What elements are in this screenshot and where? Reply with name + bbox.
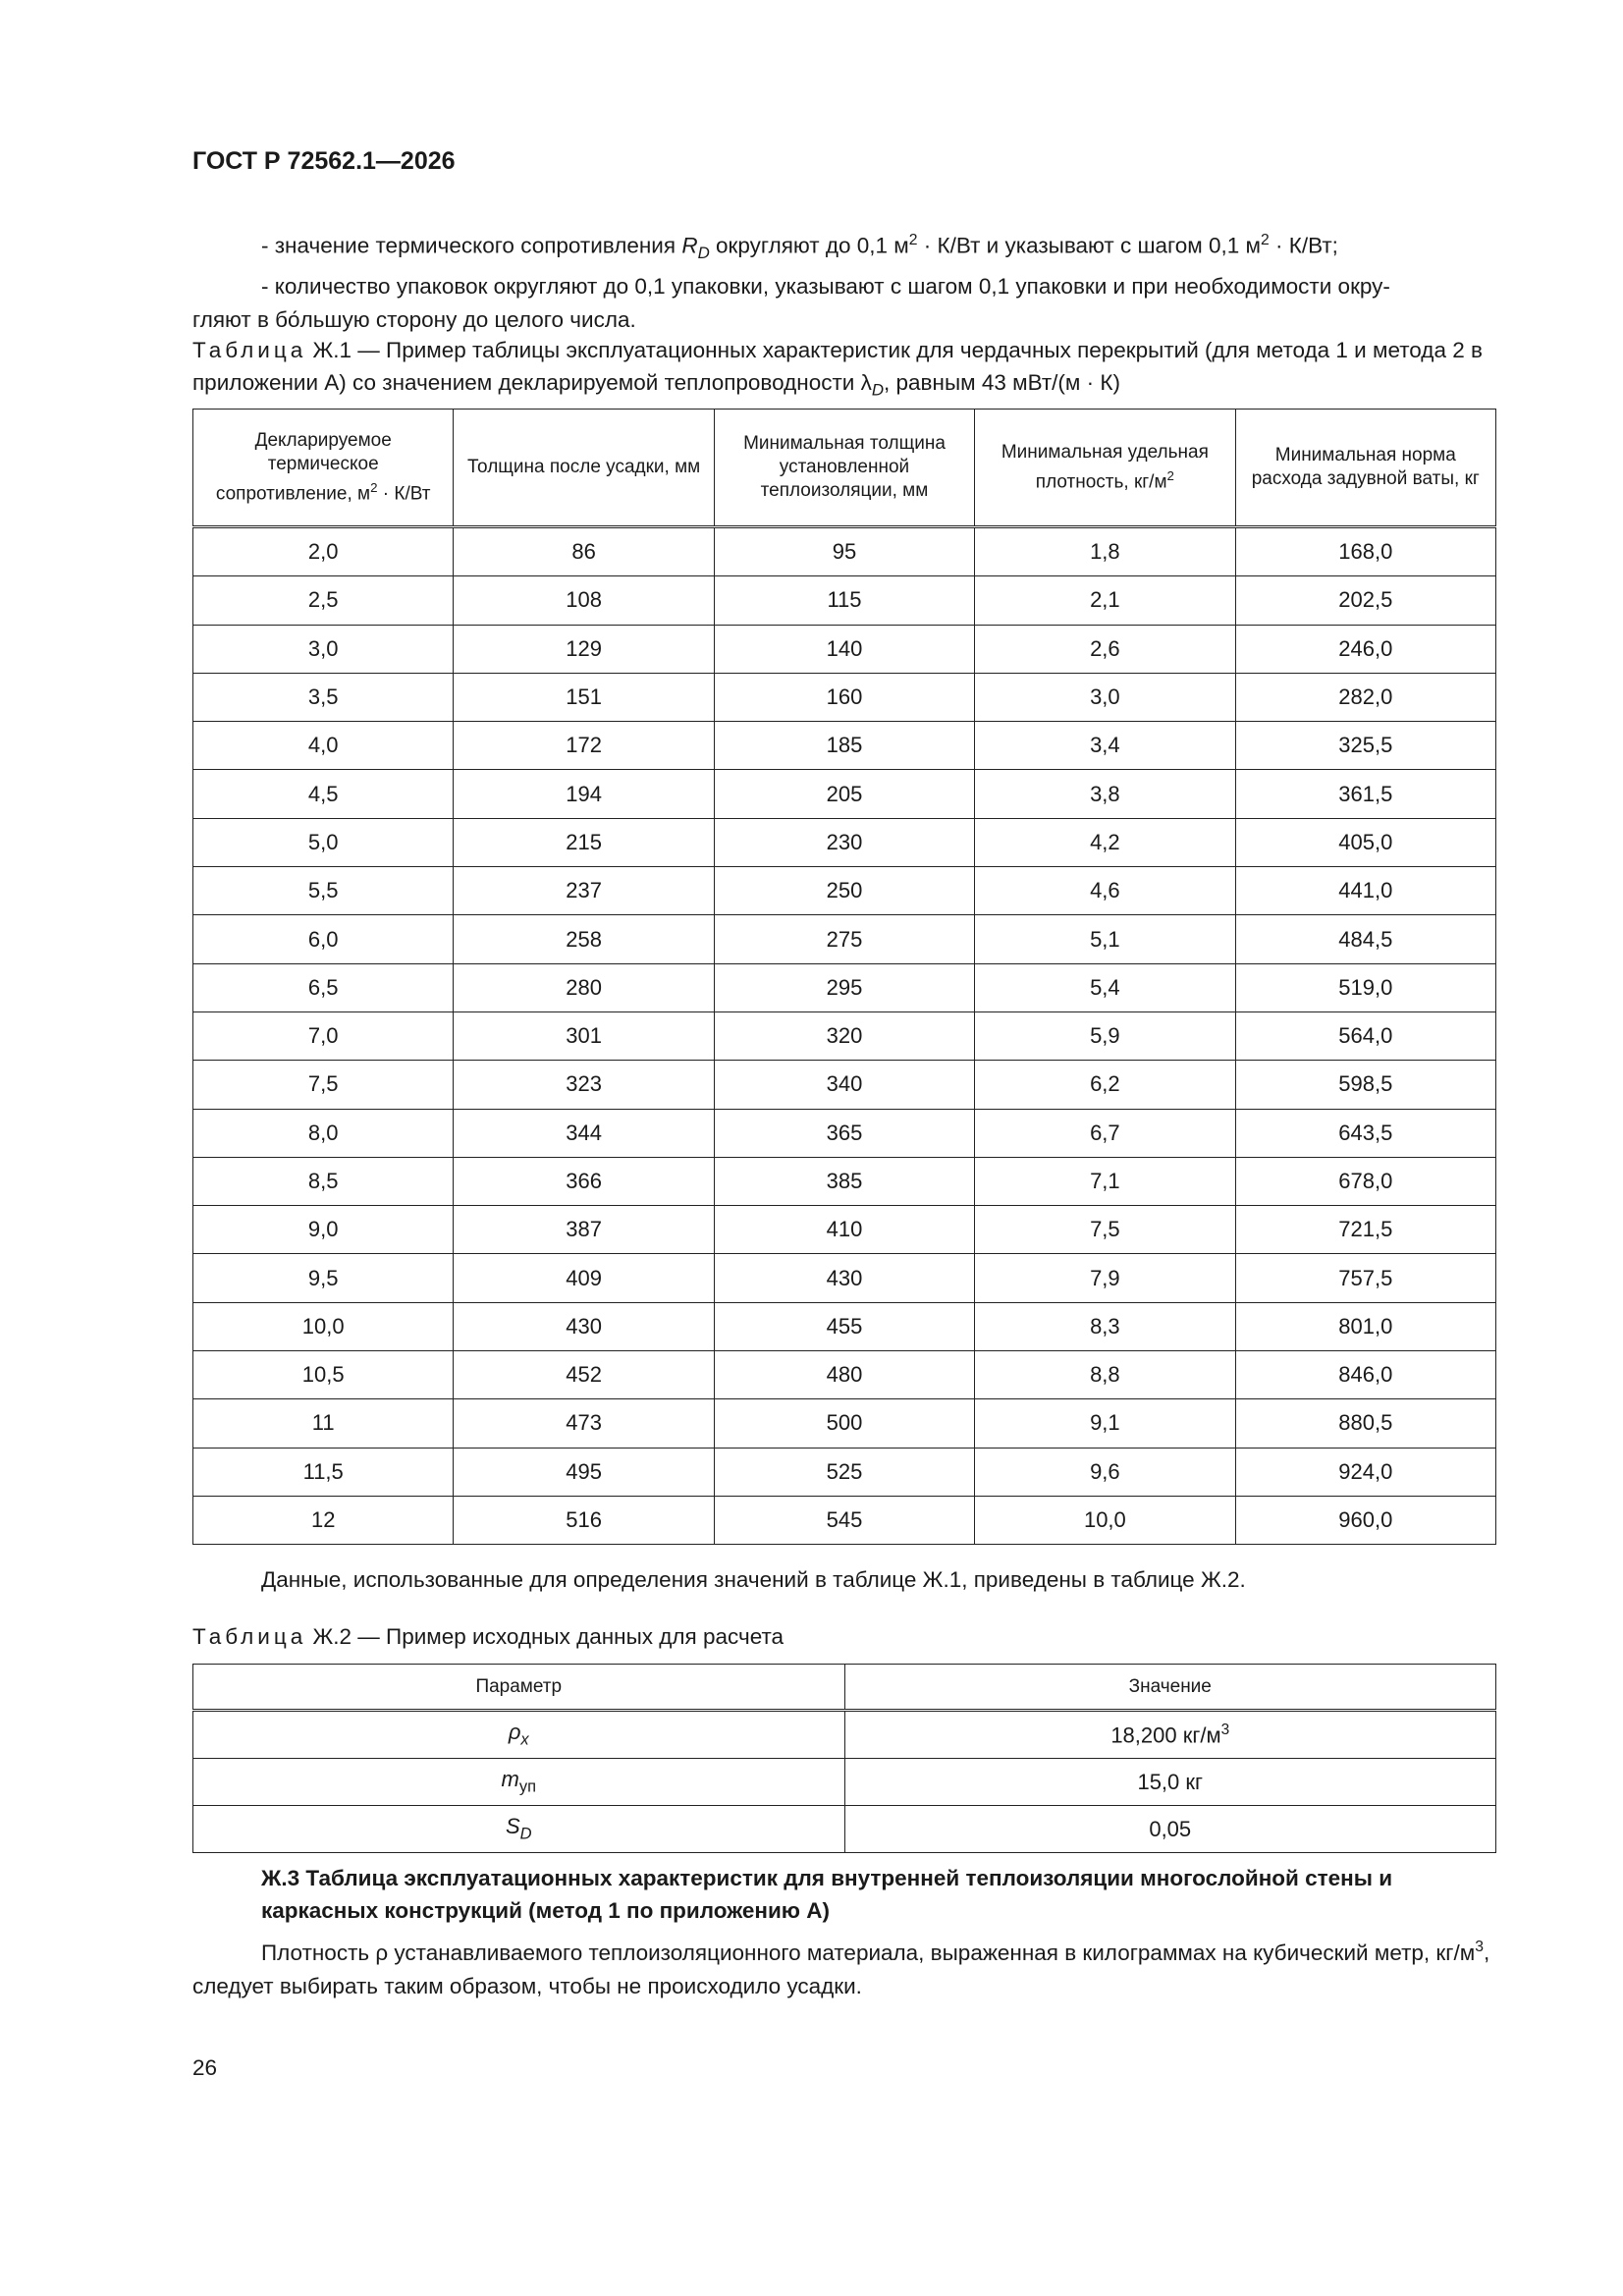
table1-cell: 325,5: [1235, 722, 1495, 770]
table1-cell: 4,5: [193, 770, 454, 818]
table1-header-cell: Декларируемое термическое сопротивление, $м^2 \cdot К/Вт$: [193, 410, 454, 527]
table1-cell: 500: [714, 1399, 974, 1448]
table1-cell: 7,5: [975, 1206, 1235, 1254]
table2-value: 0,05: [844, 1806, 1496, 1853]
table1-cell: 484,5: [1235, 915, 1495, 963]
table1-cell: 5,4: [975, 963, 1235, 1011]
table2-value: 18,200 $кг/м^3$: [844, 1711, 1496, 1759]
table2-row: [193, 1759, 1496, 1806]
table1-cell: 2,0: [193, 527, 454, 576]
table1-cell: 275: [714, 915, 974, 963]
table1-header-cell: Толщина после усадки, мм: [454, 410, 714, 527]
table1-row: [193, 867, 1496, 915]
table1-cell: 2,1: [975, 576, 1235, 625]
section-body: Плотность ρ устанавливаемого теплоизоляционного материала, выраженная в килограммах на кубический метр, $кг/м^3$, следует выбирать таким образом, чтобы не происходило усадки.: [192, 1939, 1490, 1998]
table1-cell: 643,5: [1235, 1109, 1495, 1157]
table1-cell: 10,5: [193, 1351, 454, 1399]
table1-row: [193, 963, 1496, 1011]
table1-header-row: [193, 410, 1496, 527]
table1-cell: 480: [714, 1351, 974, 1399]
table1-cell: 880,5: [1235, 1399, 1495, 1448]
table1-cell: 344: [454, 1109, 714, 1157]
table2-header-parameter: Параметр: [193, 1665, 845, 1711]
table2-parameter: $S_D$: [193, 1806, 845, 1853]
table1-cell: 525: [714, 1448, 974, 1496]
table1-cell: 430: [454, 1302, 714, 1350]
table1-cell: 108: [454, 576, 714, 625]
table1-cell: 757,5: [1235, 1254, 1495, 1302]
table1-cell: 3,5: [193, 673, 454, 721]
table1-row: [193, 1011, 1496, 1060]
table1-cell: 202,5: [1235, 576, 1495, 625]
table1-cell: 11,5: [193, 1448, 454, 1496]
table1-cell: 455: [714, 1302, 974, 1350]
table1-cell: 10,0: [975, 1496, 1235, 1544]
table1-row: [193, 1206, 1496, 1254]
table1-cell: 237: [454, 867, 714, 915]
table1: [192, 409, 1496, 1545]
table1-cell: 86: [454, 527, 714, 576]
table1-cell: 495: [454, 1448, 714, 1496]
table1-cell: 8,8: [975, 1351, 1235, 1399]
table1-cell: 516: [454, 1496, 714, 1544]
table1-cell: 430: [714, 1254, 974, 1302]
table1-cell: 4,0: [193, 722, 454, 770]
table2-parameter: $m_{уп}$: [193, 1759, 845, 1806]
table1-cell: 9,0: [193, 1206, 454, 1254]
table1-row: [193, 722, 1496, 770]
table1-cell: 441,0: [1235, 867, 1495, 915]
table1-row: [193, 1448, 1496, 1496]
table1-cell: 2,6: [975, 625, 1235, 673]
table2-caption: Таблица Ж.2 — Пример исходных данных для расчета: [192, 1624, 784, 1649]
table1-cell: 410: [714, 1206, 974, 1254]
table1-cell: 678,0: [1235, 1157, 1495, 1205]
table1-cell: 95: [714, 527, 974, 576]
table1-cell: 385: [714, 1157, 974, 1205]
table1-cell: 6,5: [193, 963, 454, 1011]
table1-cell: 185: [714, 722, 974, 770]
table2-row: [193, 1711, 1496, 1759]
table1-cell: 5,5: [193, 867, 454, 915]
table1-cell: 205: [714, 770, 974, 818]
table1-row: [193, 576, 1496, 625]
table1-cell: 7,0: [193, 1011, 454, 1060]
table1-cell: 323: [454, 1061, 714, 1109]
intro-line-2: - количество упаковок округляют до 0,1 упаковки, указывают с шагом 0,1 упаковки и при необходимости окру-: [261, 274, 1390, 299]
table1-cell: 6,0: [193, 915, 454, 963]
table1-cell: 361,5: [1235, 770, 1495, 818]
table1-cell: 12: [193, 1496, 454, 1544]
table1-cell: 5,1: [975, 915, 1235, 963]
table1-row: [193, 1109, 1496, 1157]
table1-cell: 250: [714, 867, 974, 915]
table1-row: [193, 1399, 1496, 1448]
table1-cell: 960,0: [1235, 1496, 1495, 1544]
table2-parameter: $\rho_x$: [193, 1711, 845, 1759]
table1-cell: 6,7: [975, 1109, 1235, 1157]
table1-row: [193, 527, 1496, 576]
table2-header-value: Значение: [844, 1665, 1496, 1711]
table1-cell: 9,6: [975, 1448, 1235, 1496]
table2-row: [193, 1806, 1496, 1853]
table1-cell: 366: [454, 1157, 714, 1205]
section-title: Ж.3 Таблица эксплуатационных характеристик для внутренней теплоизоляции многослойной стены и каркасных конструкций (метод 1 по приложению А): [261, 1866, 1393, 1923]
document-header: ГОСТ Р 72562.1—2026: [192, 147, 456, 175]
table2-header-row: [193, 1665, 1496, 1711]
table1-cell: 5,0: [193, 818, 454, 866]
table1-cell: 3,0: [975, 673, 1235, 721]
table1-cell: 9,5: [193, 1254, 454, 1302]
table1-cell: 115: [714, 576, 974, 625]
table1-cell: 405,0: [1235, 818, 1495, 866]
table1-cell: 10,0: [193, 1302, 454, 1350]
table1-cell: 230: [714, 818, 974, 866]
table1-cell: 519,0: [1235, 963, 1495, 1011]
table1-cell: 3,4: [975, 722, 1235, 770]
table1-row: [193, 818, 1496, 866]
table1-cell: 564,0: [1235, 1011, 1495, 1060]
table1-cell: 9,1: [975, 1399, 1235, 1448]
table1-cell: 7,5: [193, 1061, 454, 1109]
table1-cell: 8,3: [975, 1302, 1235, 1350]
table1-cell: 7,9: [975, 1254, 1235, 1302]
intro-paragraph: [192, 224, 1492, 337]
table1-cell: 452: [454, 1351, 714, 1399]
table1-row: [193, 1254, 1496, 1302]
table1-header-cell: Минимальная удельная плотность, $кг/м^2$: [975, 410, 1235, 527]
table1-cell: 246,0: [1235, 625, 1495, 673]
table1-cell: 258: [454, 915, 714, 963]
table1-cell: 924,0: [1235, 1448, 1495, 1496]
table2-value: 15,0 кг: [844, 1759, 1496, 1806]
table2: [192, 1664, 1496, 1853]
table1-cell: 409: [454, 1254, 714, 1302]
table1-row: [193, 625, 1496, 673]
table1-row: [193, 1061, 1496, 1109]
table1-header-cell: Минимальная толщина установленной теплоизоляции, мм: [714, 410, 974, 527]
table1-caption: Таблица Ж.1 — Пример таблицы эксплуатационных характеристик для чердачных перекрытий (для метода 1 и метода 2 в приложении А) со значением декларируемой теплопроводности $\lambda_D$, равным 43 мВт/(м · К): [192, 338, 1483, 400]
intro-line-1: - значение термического сопротивления $R_D$ округляют до 0,1 $м^2 \cdot К/Вт$ и указывают с шагом 0,1 $м^2 \cdot К/Вт$;: [261, 232, 1338, 262]
table1-cell: 194: [454, 770, 714, 818]
table1-cell: 340: [714, 1061, 974, 1109]
table1-cell: 598,5: [1235, 1061, 1495, 1109]
table1-header-cell: Минимальная норма расхода задувной ваты, кг: [1235, 410, 1495, 527]
table1-cell: 4,2: [975, 818, 1235, 866]
table1-cell: 168,0: [1235, 527, 1495, 576]
table1-cell: 801,0: [1235, 1302, 1495, 1350]
table1-cell: 8,5: [193, 1157, 454, 1205]
table1-cell: 721,5: [1235, 1206, 1495, 1254]
table1-cell: 1,8: [975, 527, 1235, 576]
table1-cell: 4,6: [975, 867, 1235, 915]
table1-cell: 160: [714, 673, 974, 721]
table1-cell: 6,2: [975, 1061, 1235, 1109]
table1-row: [193, 1351, 1496, 1399]
page-number: 26: [192, 2055, 218, 2080]
table1-cell: 172: [454, 722, 714, 770]
intro-line-3: гляют в бо́льшую сторону до целого числа.: [192, 307, 636, 332]
table1-cell: 3,8: [975, 770, 1235, 818]
table1-row: [193, 770, 1496, 818]
table1-row: [193, 1302, 1496, 1350]
table1-cell: 129: [454, 625, 714, 673]
table1-cell: 2,5: [193, 576, 454, 625]
table1-row: [193, 1157, 1496, 1205]
table1-cell: 320: [714, 1011, 974, 1060]
table1-row: [193, 673, 1496, 721]
table1-cell: 151: [454, 673, 714, 721]
table1-cell: 3,0: [193, 625, 454, 673]
table1-cell: 280: [454, 963, 714, 1011]
table1-cell: 11: [193, 1399, 454, 1448]
table1-cell: 545: [714, 1496, 974, 1544]
table-note: Данные, использованные для определения значений в таблице Ж.1, приведены в таблице Ж.2.: [261, 1567, 1246, 1592]
table1-cell: 387: [454, 1206, 714, 1254]
table1-cell: 473: [454, 1399, 714, 1448]
table1-cell: 282,0: [1235, 673, 1495, 721]
table1-cell: 140: [714, 625, 974, 673]
table1-cell: 8,0: [193, 1109, 454, 1157]
table1-cell: 365: [714, 1109, 974, 1157]
table1-cell: 5,9: [975, 1011, 1235, 1060]
table1-row: [193, 1496, 1496, 1544]
table1-cell: 7,1: [975, 1157, 1235, 1205]
table1-cell: 301: [454, 1011, 714, 1060]
table1-cell: 295: [714, 963, 974, 1011]
table1-cell: 215: [454, 818, 714, 866]
table1-cell: 846,0: [1235, 1351, 1495, 1399]
table1-row: [193, 915, 1496, 963]
